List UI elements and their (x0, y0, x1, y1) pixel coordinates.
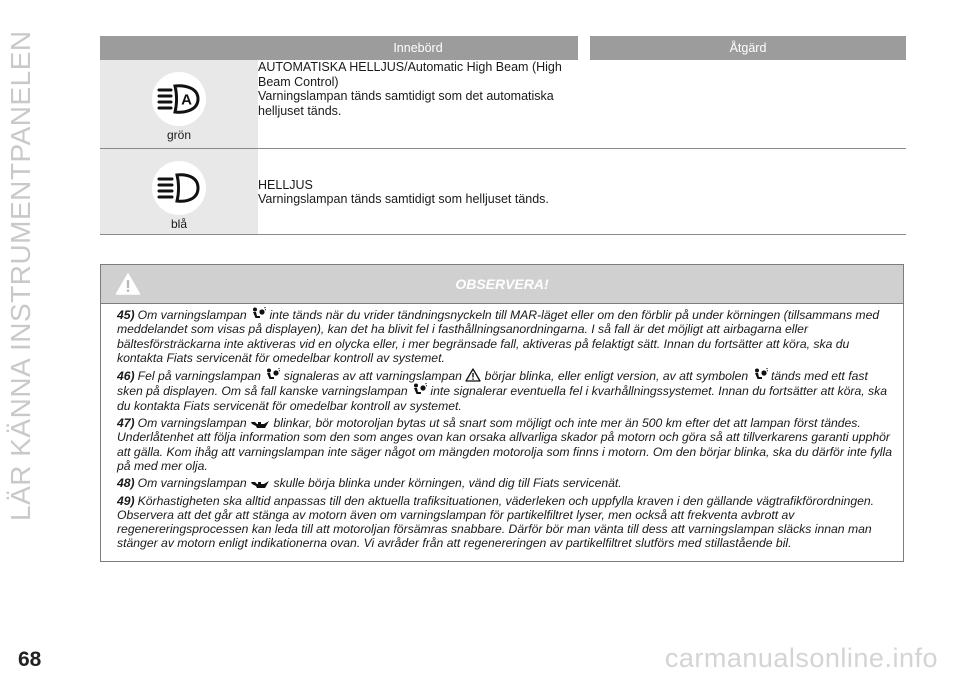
notes-box (100, 264, 904, 562)
airbag-icon (264, 368, 280, 382)
table-row (100, 60, 906, 148)
high-beam-icon (150, 159, 208, 217)
warning-light-table (100, 36, 906, 235)
meaning-cell (258, 60, 578, 148)
auto-high-beam-icon (150, 70, 208, 128)
notes-title: OBSERVERA! (455, 276, 549, 292)
table-header-row (100, 36, 906, 60)
note-number: 47) (117, 416, 135, 431)
svg-text:A: A (181, 91, 192, 109)
note-45: 45) Om varningslampan inte tänds när du vrider tändningsnyckeln till MAR-läget eller om den förblir på under körningen (tillsammans med meddelandet som visas på displayen), kan det ha blivit fel i fasthållningsanordningarna. I så fall är det möjligt att airbagarna eller bältesförsträckarna inte aktiveras vid en olycka eller, i mer begränsade fall, aktiveras på felaktigt sätt. Innan du fortsätter att köra, ska du kontakta Fiats servicenät för omedelbar kontroll av systemet. (117, 308, 880, 365)
icon-cell (100, 60, 258, 148)
notes-header (101, 265, 903, 304)
signal-text: Varningslampan tänds samtidigt som helljuset tänds. (258, 192, 549, 206)
note-49: 49) Körhastigheten ska alltid anpassas till den aktuella trafiksituationen, väderleken och uppfylla kraven i den gällande vägtrafikförordningen. Observera att det går att stänga av motorn även om varningslampan för partikelfiltret lyser, men också att frekventa avbrott av regenereringsprocessen kan leda till att motoroljan försämras snabbare. Därför bör man vänta till dess att varningslampan släcks innan man stänger av motorn enligt indikationerna ovan. Vi avråder från att regenereringen av partikelfiltret slutförs med stillastående bil. (117, 493, 875, 551)
note-number: 49) (117, 493, 135, 508)
warning-triangle-icon (465, 368, 481, 382)
notes-list (101, 304, 903, 551)
signal-text: Varningslampan tänds samtidigt som det automatiska helljuset tänds. (258, 89, 554, 118)
airbag-icon (411, 383, 427, 397)
icon-cell (100, 148, 258, 234)
oil-can-icon (250, 419, 270, 429)
header-icon (100, 36, 258, 60)
table-row (100, 148, 906, 234)
note-number: 48) (117, 476, 135, 491)
airbag-icon (250, 307, 266, 321)
color-label: grön (166, 128, 192, 142)
header-meaning: Innebörd (258, 36, 578, 60)
header-action: Åtgärd (590, 36, 906, 60)
action-cell (590, 148, 906, 234)
color-label: blå (170, 216, 187, 231)
note-number: 45) (117, 308, 135, 322)
warning-triangle-icon (115, 272, 141, 296)
signal-title: HELLJUS (258, 177, 313, 192)
action-cell (590, 60, 906, 148)
note-47: 47) Om varningslampan blinkar, bör motoroljan bytas ut så snart som möjligt och inte mer än 500 km efter det att lampan först tändes. Underlåtenhet att följa information som den som anges ovan kan orsaka allvarliga skador på motorn och göra så att tillverkarens garanti upphör att gälla. Kom ihåg att varningslampan inte säger något om mängden motorolja som finns i motorn. Om den börjar blinka, ska du därför inte fylla på med mer olja. (117, 416, 892, 473)
page-number: 68 (18, 648, 42, 671)
section-side-title: LÄR KÄNNA INSTRUMENTPANELEN (5, 30, 36, 521)
note-48: 48) Om varningslampan skulle börja blinka under körningen, vänd dig till Fiats servicenät. (117, 476, 622, 491)
note-46: 46) Fel på varningslampan signaleras av att varningslampan börjar blinka, eller enligt version, av att symbolen tänds med ett fast sken på displayen. Om så fall kanske varningslampan inte signalerar eventuella fel i kvarhållningssystemet. Innan du fortsätter att köra, ska du kontakta Fiats servicenät för omedelbar kontroll av systemet. (117, 369, 887, 413)
airbag-icon (752, 368, 768, 382)
meaning-cell (258, 148, 578, 234)
signal-title: AUTOMATISKA HELLJUS/Automatic High Beam (High Beam Control) (258, 60, 562, 89)
note-number: 46) (117, 369, 135, 384)
watermark: carmanualsonline.info (664, 643, 938, 673)
oil-can-icon (250, 479, 270, 489)
